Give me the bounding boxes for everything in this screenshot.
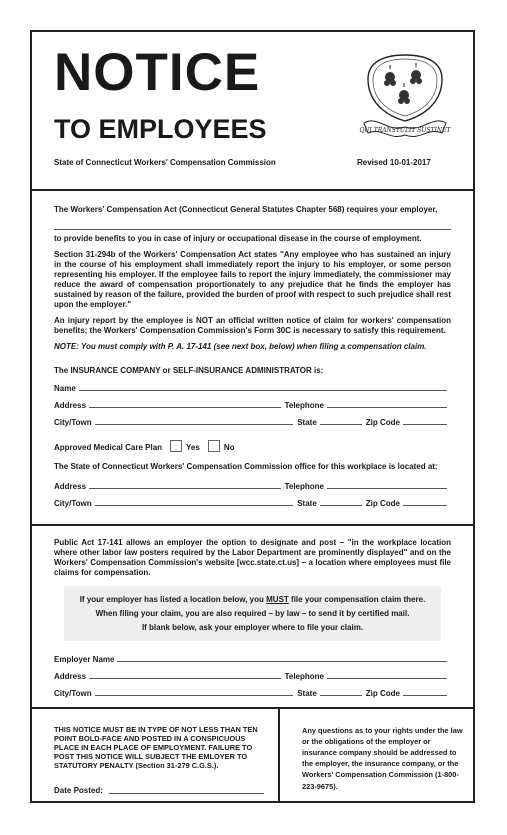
medical-plan-row	[54, 435, 451, 452]
insurance-heading: The INSURANCE COMPANY or SELF-INSURANCE ADMINISTRATOR is:	[54, 366, 324, 375]
seal-motto: QUI TRANSTULIT SUSTINET	[359, 127, 451, 134]
posting-requirement-box	[32, 709, 280, 803]
employer-name-field[interactable]	[117, 661, 447, 662]
employer-address-field[interactable]	[89, 678, 281, 679]
office-state-field[interactable]	[320, 505, 362, 506]
ask-employer-line: If blank below, ask your employer where to file your claim.	[141, 623, 364, 632]
office-zip-field[interactable]	[403, 505, 447, 506]
employer-telephone-field[interactable]	[327, 678, 447, 679]
no-checkbox[interactable]	[208, 440, 220, 452]
medical-plan-label: Approved Medical Care Plan	[54, 443, 163, 452]
date-posted-field[interactable]	[109, 793, 264, 794]
office-address-field[interactable]	[89, 488, 281, 489]
page-title: NOTICE	[54, 43, 261, 102]
main-section	[32, 191, 473, 526]
must-file-line: If your employer has listed a location below, you MUST file your compensation claim there.	[79, 595, 426, 604]
section-31-294b-text: Section 31-294b of the Workers' Compensation Act states "Any employee who has sustained an injury in the course of his employment shall immediately report the injury to his employer, or some person representing his employer. If the employee fails to report the injury immediately, the commissioner may reduce the award of compensation proportionately to any prejudice that he finds the employer has sustained by reason of the failure, provided the burden of proof with respect to such prejudice shall rest upon the employer."	[54, 250, 451, 309]
zip-label: Zip Code	[365, 499, 400, 508]
employer-state-field[interactable]	[320, 695, 362, 696]
notice-frame	[30, 30, 475, 803]
yes-label: Yes	[186, 443, 200, 452]
city-label: City/Town	[54, 499, 92, 508]
no-label: No	[223, 443, 235, 452]
state-label: State	[297, 418, 317, 427]
office-city-field[interactable]	[95, 505, 294, 506]
posting-requirement-text: THIS NOTICE MUST BE IN TYPE OF NOT LESS THAN TEN POINT BOLD-FACE AND POSTED IN A CONSPICUOUS PLACE IN EACH PLACE OF EMPLOYMENT. FAILURE TO POST THIS NOTICE WILL SUBJECT THE EMLOYER TO STATUTORY PENALTY (Section 31-279 C.G.S.).	[54, 725, 258, 771]
telephone-label: Telephone	[284, 672, 324, 681]
public-act-text: Public Act 17-141 allows an employer the option to designate and post – "in the workplace location where other labor law posters required by the Labor Department are prominently displayed" and on the Workers' Compensation Commission's website [wcc.state.ct.us] – a location where employees must file claims for compensation.	[54, 538, 451, 577]
insurance-city-field[interactable]	[95, 424, 294, 425]
insurance-address-field[interactable]	[89, 407, 281, 408]
pa-note: NOTE: You must comply with P. A. 17-141 (see next box, below) when filing a compensation claim.	[54, 342, 427, 351]
yes-checkbox[interactable]	[170, 440, 182, 452]
date-posted-label: Date Posted:	[54, 786, 103, 796]
insurance-name-field[interactable]	[79, 390, 447, 391]
state-label: State	[297, 689, 317, 698]
zip-label: Zip Code	[365, 418, 400, 427]
office-city-row	[54, 491, 451, 508]
claim-instructions-box	[64, 586, 441, 641]
questions-text: Any questions as to your rights under the law or the obligations of the employer or insurance company should be addressed to the employer, the insurance company, or the Workers' Compensation Commission (1-800-223-9675).	[302, 726, 463, 791]
revision-date: Revised 10-01-2017	[357, 158, 431, 167]
telephone-label: Telephone	[284, 401, 324, 410]
employer-name-label: Employer Name	[54, 655, 115, 664]
zip-label: Zip Code	[365, 689, 400, 698]
address-label: Address	[54, 401, 87, 410]
insurance-address-row	[54, 393, 451, 410]
city-label: City/Town	[54, 689, 92, 698]
act-requirement-text: The Workers' Compensation Act (Connecticut General Statutes Chapter 568) requires your employer,	[54, 205, 438, 214]
employer-zip-field[interactable]	[403, 695, 447, 696]
certified-mail-line: When filing your claim, you are also required – by law – to send it by certified mail.	[95, 609, 410, 618]
city-label: City/Town	[54, 418, 92, 427]
agency-name: State of Connecticut Workers' Compensation Commission	[54, 158, 276, 167]
employer-address-row	[54, 664, 451, 681]
employer-city-field[interactable]	[95, 695, 294, 696]
state-label: State	[297, 499, 317, 508]
questions-box	[280, 709, 473, 803]
office-telephone-field[interactable]	[327, 488, 447, 489]
address-label: Address	[54, 672, 87, 681]
insurance-state-field[interactable]	[320, 424, 362, 425]
name-label: Name	[54, 384, 76, 393]
employer-blank-line[interactable]	[54, 221, 451, 230]
insurance-telephone-field[interactable]	[327, 407, 447, 408]
office-address-row	[54, 474, 451, 491]
footer-section	[32, 709, 473, 803]
insurance-name-row	[54, 376, 451, 393]
employer-city-row	[54, 681, 451, 698]
notice-header	[32, 32, 473, 191]
state-seal-icon	[358, 49, 452, 141]
injury-report-text: An injury report by the employee is NOT an official written notice of claim for workers' compensation benefits; the Workers' Compensation Commission's Form 30C is necessary to satisfy this requirement.	[54, 316, 451, 335]
page-subtitle: TO EMPLOYEES	[54, 114, 267, 144]
employer-name-row	[54, 647, 451, 664]
claim-location-section	[32, 526, 473, 709]
telephone-label: Telephone	[284, 482, 324, 491]
address-label: Address	[54, 482, 87, 491]
date-posted-row	[54, 786, 264, 796]
insurance-city-row	[54, 410, 451, 427]
insurance-zip-field[interactable]	[403, 424, 447, 425]
office-heading: The State of Connecticut Workers' Compensation Commission office for this workplace is located at:	[54, 462, 438, 471]
act-benefits-text: to provide benefits to you in case of injury or occupational disease in the course of employment.	[54, 234, 422, 243]
